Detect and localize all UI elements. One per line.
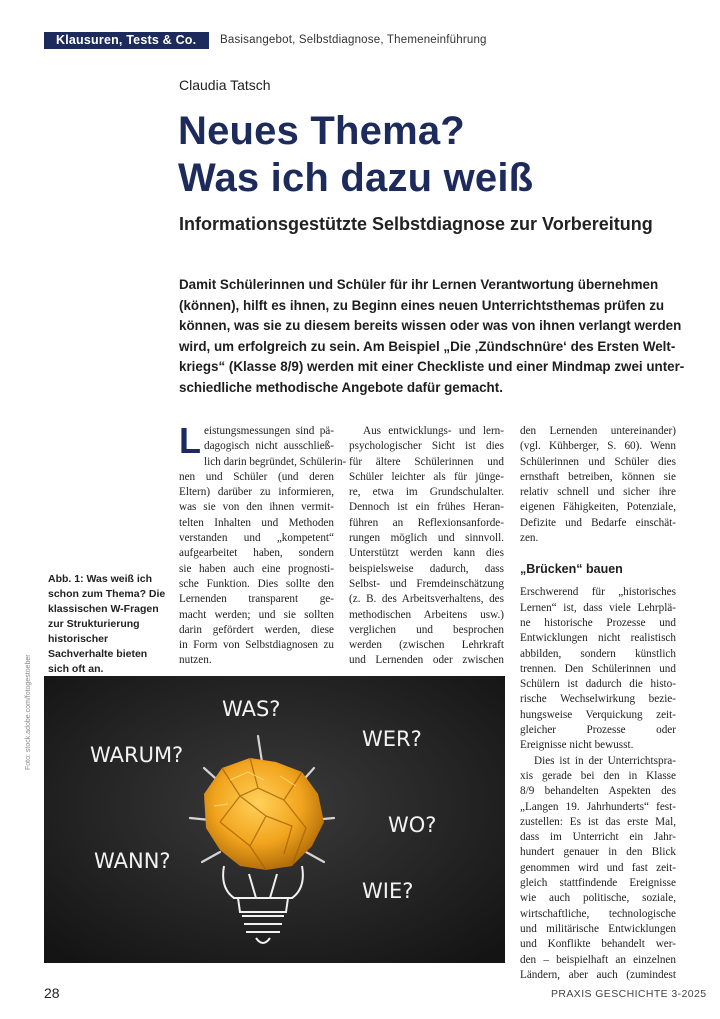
text-line: Schülerinnen und Schüler dies: [520, 455, 676, 468]
body-column-3: [520, 424, 676, 983]
text-line: und Lernenden oder zwischen: [349, 654, 504, 667]
lead-line: können, was sie zu diesem bereits wissen oder was von ihnen verlangt werden: [179, 318, 682, 333]
text-line: sie haben auch eine prognosti-: [179, 562, 334, 575]
text-line: gleich stattfindende Ereignisse: [520, 877, 676, 890]
chalk-word: WER?: [362, 727, 422, 751]
text-line: Unterstützt werden kann dies: [349, 547, 504, 560]
text-line: nutzen.: [179, 654, 212, 667]
lead-paragraph: [179, 275, 685, 398]
chalkboard-lightbulb-image: [44, 676, 505, 963]
text-line: ne historische Prozesse und: [520, 616, 676, 629]
text-line: nen und Schüler (und deren: [179, 470, 334, 483]
chalk-word: WIE?: [362, 879, 414, 903]
text-line: hundert genauer in den Blick: [520, 846, 676, 859]
text-line: rische Wechselwirkung bezie-: [520, 693, 676, 706]
text-line: sche Funktion. Dies sollte den: [179, 577, 334, 590]
text-line: aufgearbeitet haben, sondern: [179, 547, 334, 560]
lead-line: Damit Schülerinnen und Schüler für ihr Lernen Verantwortung übernehmen: [179, 277, 659, 292]
text-line: Lernenden transparent ge-: [179, 593, 334, 606]
text-line: methodischen Arbeitens usw.): [349, 608, 504, 621]
text-line: genommen wird und fast zeit-: [520, 861, 676, 874]
text-line: re, etwa im Grundschulalter.: [349, 486, 504, 499]
text-line: werden (zwischen Lehrkraft: [349, 639, 504, 652]
text-line: und militärische Entwicklungen: [520, 922, 676, 935]
page-number: 28: [44, 985, 60, 1001]
text-line: den – beispielhaft an einzelnen: [520, 953, 676, 966]
text-line: (vgl. Kühberger, S. 60). Wenn: [520, 440, 676, 453]
lead-line: wird, um erfolgreich zu sein. Am Beispiel „Die ‚Zündschnüre‘ des Ersten Welt-: [179, 338, 676, 354]
text-line: Erschwerend für „historisches: [520, 586, 676, 599]
text-line: Schülern ist dadurch die histo-: [520, 678, 676, 691]
rubric-subtitle: Basisangebot, Selbstdiagnose, Themeneinführung: [220, 34, 487, 46]
text-line: Aus entwicklungs- und lern-: [363, 425, 504, 437]
author: Claudia Tatsch: [179, 77, 271, 93]
lead-line: kriegs“ (Klasse 8/9) werden mit einer Checkliste und einer Mindmap zwei unter-: [179, 359, 685, 374]
text-line: lich darin begründet, Schülerin-: [204, 455, 347, 468]
chalk-word: WAS?: [222, 697, 281, 721]
chalk-word: WARUM?: [90, 743, 184, 767]
title-line-2: Was ich dazu weiß: [178, 156, 534, 200]
text-line: den Lernenden untereinander): [520, 425, 676, 437]
text-line: „Langen 19. Jahrhunderts“ fest-: [520, 800, 676, 813]
text-line: rungen möglich und sinnvoll.: [349, 532, 504, 545]
lead-line: schiedliche methodische Angebote dafür gemacht.: [179, 379, 503, 395]
text-line: hungsweise Verquickung zeit-: [520, 708, 676, 721]
text-line: trennen. Den Schülerinnen und: [520, 662, 676, 675]
photo-credit: Foto: stock.adobe.com/fotogestoeber: [25, 654, 32, 770]
text-line: darin gefördert werden, diese: [179, 623, 334, 636]
text-line: dagogisch nicht ausschließ-: [204, 440, 334, 453]
text-line: telten Inhalten und Methoden: [179, 516, 334, 529]
section-heading: „Brücken“ bauen: [520, 562, 623, 577]
text-line: 8/9 behandelten Aspekten des: [520, 785, 676, 798]
text-line: in Form von Selbstdiagnosen zu: [179, 639, 334, 652]
lead-line: (können), hilft es ihnen, zu Beginn eines neuen Unterrichtsthemas prüfen zu: [179, 297, 665, 313]
chalk-word: WO?: [388, 813, 437, 837]
text-line: zustellen: Es ist das erste Mal,: [520, 815, 676, 828]
text-line: (z. B. des Arbeitsverhaltens, des: [349, 593, 504, 606]
text-line: Eltern) darüber zu informieren,: [179, 486, 334, 499]
text-line: Defizite und Bedarfe einschät-: [520, 516, 676, 529]
body-column-1: [179, 420, 347, 669]
text-line: wirtschaftliche, technologische: [520, 907, 676, 920]
rubric-badge: Klausuren, Tests & Co.: [44, 32, 209, 49]
text-line: relativ schnell und sicher ihre: [520, 486, 676, 499]
text-line: für ältere Schülerinnen und: [349, 455, 504, 468]
article-title: [178, 108, 533, 202]
text-line: beispielsweise dadurch, dass: [349, 562, 504, 575]
body-column-2: [349, 424, 504, 669]
text-line: psychologischer Sicht ist dies: [349, 440, 504, 453]
drop-cap: L: [179, 420, 201, 461]
text-line: eigenen Fähigkeiten, Potenziale,: [520, 501, 676, 514]
text-line: Dennoch ist ein frühes Heran-: [349, 501, 504, 514]
journal-name: PRAXIS GESCHICHTE 3-2025: [551, 988, 707, 1000]
text-line: gleicher Prozesse oder: [520, 724, 676, 737]
text-line: führen an Reflexionsanforde-: [349, 516, 504, 529]
text-line: verstanden und „kompetent“: [179, 532, 334, 545]
article-subtitle: Informationsgestützte Selbstdiagnose zur Vorbereitung: [179, 214, 653, 234]
text-line: dass im Unterricht ein Jahr-: [520, 831, 676, 844]
text-line: zen.: [520, 532, 539, 545]
text-line: wie auch politische, soziale,: [520, 892, 676, 905]
figure-caption: Abb. 1: Was weiß ich schon zum Thema? Die klassischen W-Fragen zur Strukturierung historischer Sachverhalte bieten sich oft an.: [48, 573, 166, 675]
title-line-1: Neues Thema?: [178, 109, 465, 153]
text-line: Selbst- und Fremdeinschätzung: [349, 577, 504, 590]
text-line: was sie von den ihnen vermit-: [179, 501, 334, 514]
text-line: Lernen“ ist, dass viele Lehrplä-: [520, 601, 676, 614]
text-line: abbilden, sondern künstlich: [520, 647, 676, 660]
chalkboard-illustration: [44, 676, 505, 963]
text-line: und Konflikte behandelt wer-: [520, 938, 676, 951]
text-line: Ereignisse nicht bewusst.: [520, 739, 634, 752]
text-line: xis gerade bei den in Klasse: [520, 769, 676, 782]
text-line: eistungsmessungen sind pä-: [204, 425, 334, 437]
text-line: verglichen und besprochen: [349, 623, 504, 636]
text-line: Dies ist in der Unterrichtspra-: [534, 754, 676, 767]
text-line: Schüler leichter als für jünge-: [349, 470, 504, 483]
chalk-word: WANN?: [94, 849, 171, 873]
text-line: Entwicklungen nicht realistisch: [520, 632, 676, 645]
text-line: macht werden; und sie sollten: [179, 608, 334, 621]
text-line: ernsthaft betreiben, können sie: [520, 470, 676, 483]
text-line: Ländern, aber auch (zumindest: [520, 968, 676, 981]
